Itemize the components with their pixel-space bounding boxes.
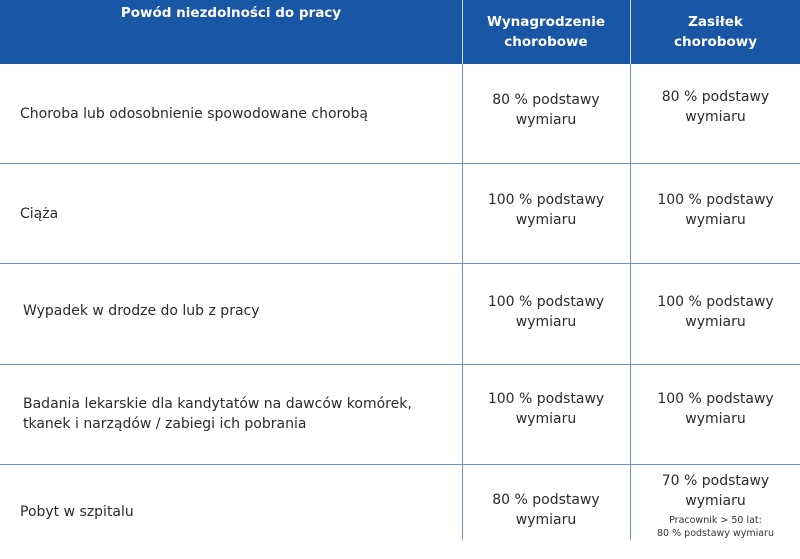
header-salary: Wynagrodzenie chorobowe <box>486 14 606 50</box>
row-benefit-rate: 70 % podstawy wymiaru <box>661 473 770 509</box>
column-divider <box>462 0 463 540</box>
header-benefit: Zasiłek chorobowy <box>673 14 758 50</box>
table-header <box>0 0 800 64</box>
row-benefit-rate: 100 % podstawy wymiaru <box>657 192 774 228</box>
row-reason: Ciąża <box>20 205 59 222</box>
row-salary-rate: 80 % podstawy wymiaru <box>492 92 600 128</box>
header-divider <box>462 0 463 64</box>
header-divider <box>630 0 631 64</box>
column-divider <box>630 0 631 540</box>
row-salary-rate: 100 % podstawy wymiaru <box>487 192 605 228</box>
row-reason: Badania lekarskie dla kandytatów na dawców komórek, tkanek i narządów / zabiegi ich pobrania <box>23 396 412 432</box>
row-reason: Choroba lub odosobnienie spowodowane chorobą <box>20 105 369 122</box>
row-reason: Pobyt w szpitalu <box>20 504 134 520</box>
row-benefit-rate: 80 % podstawy wymiaru <box>661 89 770 125</box>
row-salary-rate: 100 % podstawy wymiaru <box>487 391 605 427</box>
row-salary-rate: 80 % podstawy wymiaru <box>492 492 600 528</box>
header-reason: Powód niezdolności do pracy <box>120 5 342 21</box>
row-benefit-rate: 100 % podstawy wymiaru <box>657 294 774 330</box>
row-reason: Wypadek w drodze do lub z pracy <box>23 303 260 319</box>
row-salary-rate: 100 % podstawy wymiaru <box>487 294 605 330</box>
row-benefit-note: Pracownik > 50 lat: 80 % podstawy wymiaru <box>657 515 774 539</box>
row-benefit-rate: 100 % podstawy wymiaru <box>657 391 774 427</box>
